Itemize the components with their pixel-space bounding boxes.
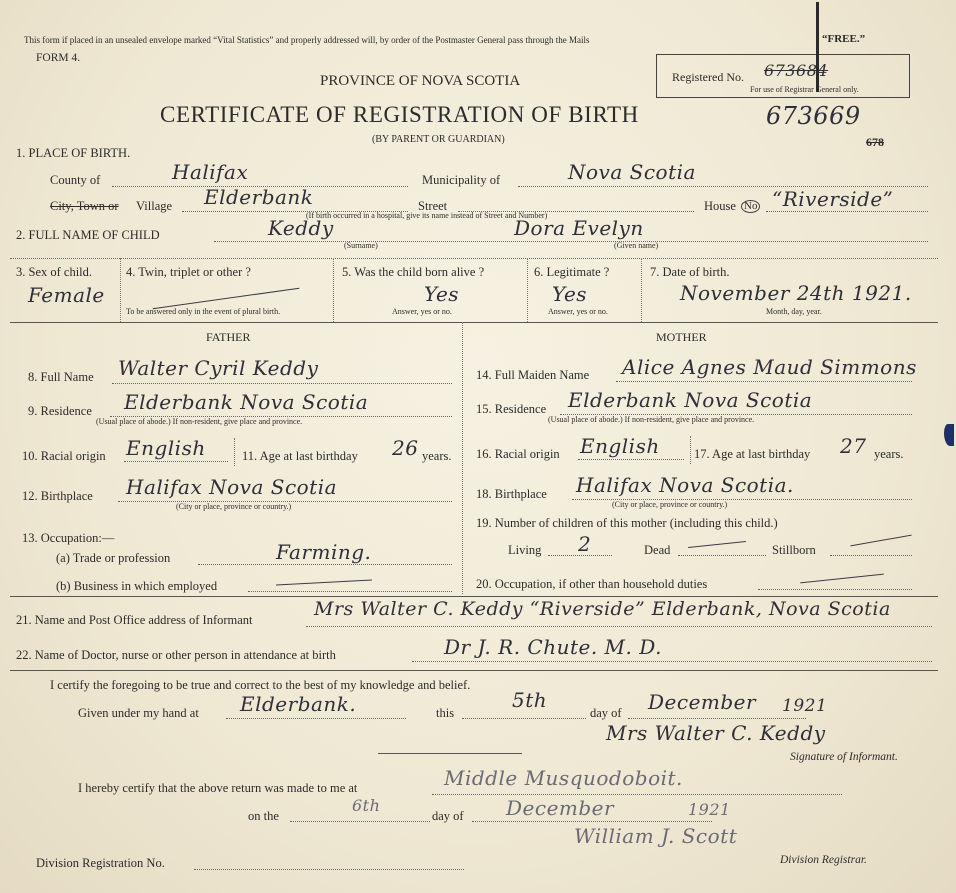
father-age: 26 — [392, 436, 419, 460]
row-divider-bottom — [10, 322, 938, 323]
birth-date-value: November 24th 1921. — [680, 281, 912, 305]
given-at-value: Elderbank. — [240, 692, 357, 716]
county-value: Halifax — [172, 160, 249, 184]
col-divider-2 — [333, 258, 334, 322]
father-birthplace-label: 12. Birthplace — [22, 489, 93, 503]
signature-label: Signature of Informant. — [790, 751, 898, 763]
parents-divider — [462, 322, 463, 594]
father-name: Walter Cyril Keddy — [118, 356, 319, 380]
document-title: CERTIFICATE OF REGISTRATION OF BIRTH — [160, 102, 639, 127]
given-name-note: (Given name) — [614, 241, 659, 250]
informant-signature: Mrs Walter C. Keddy — [606, 721, 826, 745]
legitimate-note: Answer, yes or no. — [548, 307, 608, 316]
hospital-note: (If birth occurred in a hospital, give its name instead of Street and Number) — [306, 211, 548, 220]
sex-value: Female — [28, 283, 105, 307]
registered-label: Registered No. — [672, 70, 744, 84]
place-of-birth-heading: 1. PLACE OF BIRTH. — [16, 146, 131, 160]
struck-number: 678 — [866, 135, 884, 149]
surname-note: (Surname) — [344, 241, 378, 250]
on-the-label: on the — [248, 809, 279, 823]
village-label: Village — [136, 199, 173, 213]
living-label: Living — [508, 543, 542, 557]
father-residence: Elderbank Nova Scotia — [124, 390, 369, 414]
informant-bottom-divider — [10, 670, 938, 671]
father-age-divider — [234, 438, 235, 466]
alive-note: Answer, yes or no. — [392, 307, 452, 316]
informant-value: Mrs Walter C. Keddy “Riverside” Elderbank, Nova Scotia — [314, 598, 891, 620]
doctor-line — [412, 661, 932, 662]
father-racial: English — [126, 436, 206, 460]
return-label: I hereby certify that the above return was made to me at — [78, 781, 358, 795]
trade-line — [198, 564, 452, 565]
day-value: 5th — [512, 688, 548, 712]
division-registration-label: Division Registration No. — [36, 856, 165, 870]
house-no-label: No — [741, 200, 760, 213]
mailing-notice: This form if placed in an unsealed envelope marked “Vital Statistics” and properly addressed will, by order of the Postmaster General pass through the Mails — [24, 35, 590, 45]
trade-label: (a) Trade or profession — [56, 551, 171, 565]
trade-value: Farming. — [276, 540, 372, 564]
father-racial-line — [124, 461, 228, 462]
pen-mark — [816, 2, 819, 92]
child-given-name: Dora Evelyn — [514, 216, 644, 240]
father-racial-label: 10. Racial origin — [22, 449, 106, 463]
parents-bottom-divider — [10, 596, 938, 597]
form-number: FORM 4. — [36, 52, 81, 64]
dead-dash — [688, 541, 746, 548]
father-age-label: 11. Age at last birthday — [242, 449, 358, 463]
child-name-line — [214, 241, 928, 242]
ink-blot — [944, 424, 954, 446]
dead-line — [678, 555, 766, 556]
stillborn-label: Stillborn — [772, 543, 816, 557]
col-divider-3 — [527, 258, 528, 322]
rule-line — [378, 753, 522, 754]
on-year-value: 1921 — [688, 800, 731, 819]
municipality-value: Nova Scotia — [568, 160, 696, 184]
informant-label: 21. Name and Post Office address of Informant — [16, 613, 253, 627]
division-registration-line — [194, 869, 464, 870]
twin-label: 4. Twin, triplet or other ? — [126, 265, 251, 279]
mother-residence-label: 15. Residence — [476, 402, 547, 416]
mother-racial-line — [578, 459, 684, 460]
month-line — [628, 718, 806, 719]
father-heading: FATHER — [206, 330, 251, 344]
registered-number: 673669 — [766, 102, 861, 130]
mother-birthplace-note: (City or place, province or country.) — [612, 500, 728, 509]
province-heading: PROVINCE OF NOVA SCOTIA — [320, 73, 521, 89]
birth-date-note: Month, day, year. — [766, 307, 822, 316]
col-divider-4 — [641, 258, 642, 322]
father-birthplace: Halifax Nova Scotia — [126, 475, 338, 499]
mother-residence: Elderbank Nova Scotia — [568, 388, 813, 412]
county-label: County of — [50, 173, 101, 187]
row-divider-top — [10, 258, 938, 259]
child-name-label: 2. FULL NAME OF CHILD — [16, 228, 160, 242]
given-under-label: Given under my hand at — [78, 706, 199, 720]
mother-name: Alice Agnes Maud Simmons — [622, 355, 917, 379]
mother-age-label: 17. Age at last birthday — [694, 447, 811, 461]
sex-label: 3. Sex of child. — [16, 265, 93, 279]
informant-line — [306, 626, 932, 627]
mother-residence-note: (Usual place of abode.) If non-resident, give place and province. — [548, 415, 755, 424]
business-line — [248, 591, 452, 592]
business-label: (b) Business in which employed — [56, 579, 218, 593]
living-value: 2 — [578, 532, 592, 556]
alive-label: 5. Was the child born alive ? — [342, 265, 485, 279]
day-line — [462, 718, 586, 719]
house-label: House — [704, 199, 736, 213]
certify-text: I certify the foregoing to be true and correct to the best of my knowledge and belief. — [50, 678, 471, 692]
mother-name-label: 14. Full Maiden Name — [476, 368, 590, 382]
registered-number-struck: 673684 — [764, 61, 829, 80]
mother-birthplace-label: 18. Birthplace — [476, 487, 547, 501]
on-day-value: 6th — [352, 796, 381, 815]
registrar-signature: William J. Scott — [574, 824, 738, 848]
day-of-label: day of — [590, 706, 622, 720]
mother-age: 27 — [840, 434, 867, 458]
village-value: Elderbank — [204, 185, 314, 209]
mother-heading: MOTHER — [656, 330, 707, 344]
father-residence-label: 9. Residence — [28, 404, 92, 418]
mailing-notice-free: “FREE.” — [822, 33, 866, 45]
birth-date-label: 7. Date of birth. — [650, 265, 730, 279]
return-line — [432, 794, 842, 795]
col-divider-1 — [120, 258, 121, 322]
registrar-label: Division Registrar. — [780, 854, 867, 866]
municipality-label: Municipality of — [422, 173, 501, 187]
this-label: this — [436, 706, 455, 720]
doctor-value: Dr J. R. Chute. M. D. — [444, 635, 662, 659]
child-surname: Keddy — [268, 216, 334, 240]
mother-age-unit: years. — [874, 447, 904, 461]
mother-occupation-dash — [800, 574, 884, 584]
year-value: 1921 — [782, 696, 828, 716]
father-age-unit: years. — [422, 449, 452, 463]
return-place: Middle Musquodoboit. — [444, 766, 683, 790]
legitimate-label: 6. Legitimate ? — [534, 265, 610, 279]
given-at-line — [226, 718, 406, 719]
house-value: “Riverside” — [772, 187, 894, 211]
on-day-of-label: day of — [432, 809, 464, 823]
twin-note: To be answered only in the event of plural birth. — [126, 307, 281, 316]
mother-age-divider — [690, 436, 691, 464]
document-subtitle: (BY PARENT OR GUARDIAN) — [372, 134, 505, 145]
stillborn-line — [830, 555, 912, 556]
registered-note: For use of Registrar General only. — [750, 85, 859, 94]
dead-label: Dead — [644, 543, 671, 557]
on-day-line — [290, 821, 430, 822]
city-town-label: City, Town or — [50, 199, 119, 213]
father-residence-note: (Usual place of abode.) If non-resident, give place and province. — [96, 417, 303, 426]
house-line — [766, 211, 928, 212]
mother-name-line — [616, 381, 912, 382]
children-label: 19. Number of children of this mother (including this child.) — [476, 516, 778, 530]
on-month-value: December — [506, 796, 615, 820]
on-month-line — [472, 821, 712, 822]
father-birthplace-note: (City or place, province or country.) — [176, 502, 292, 511]
business-dash — [276, 579, 372, 585]
stillborn-dash — [850, 535, 911, 547]
father-name-line — [112, 383, 452, 384]
father-occupation-label: 13. Occupation:— — [22, 531, 115, 545]
mother-occupation-label: 20. Occupation, if other than household duties — [476, 577, 708, 591]
mother-racial: English — [580, 434, 660, 458]
month-value: December — [648, 690, 757, 714]
mother-racial-label: 16. Racial origin — [476, 447, 560, 461]
mother-occupation-line — [758, 589, 912, 590]
father-name-label: 8. Full Name — [28, 370, 94, 384]
street-label: Street — [418, 199, 448, 213]
mother-birthplace: Halifax Nova Scotia. — [576, 473, 794, 497]
legitimate-value: Yes — [552, 282, 588, 306]
alive-value: Yes — [424, 282, 460, 306]
doctor-label: 22. Name of Doctor, nurse or other person in attendance at birth — [16, 648, 336, 662]
